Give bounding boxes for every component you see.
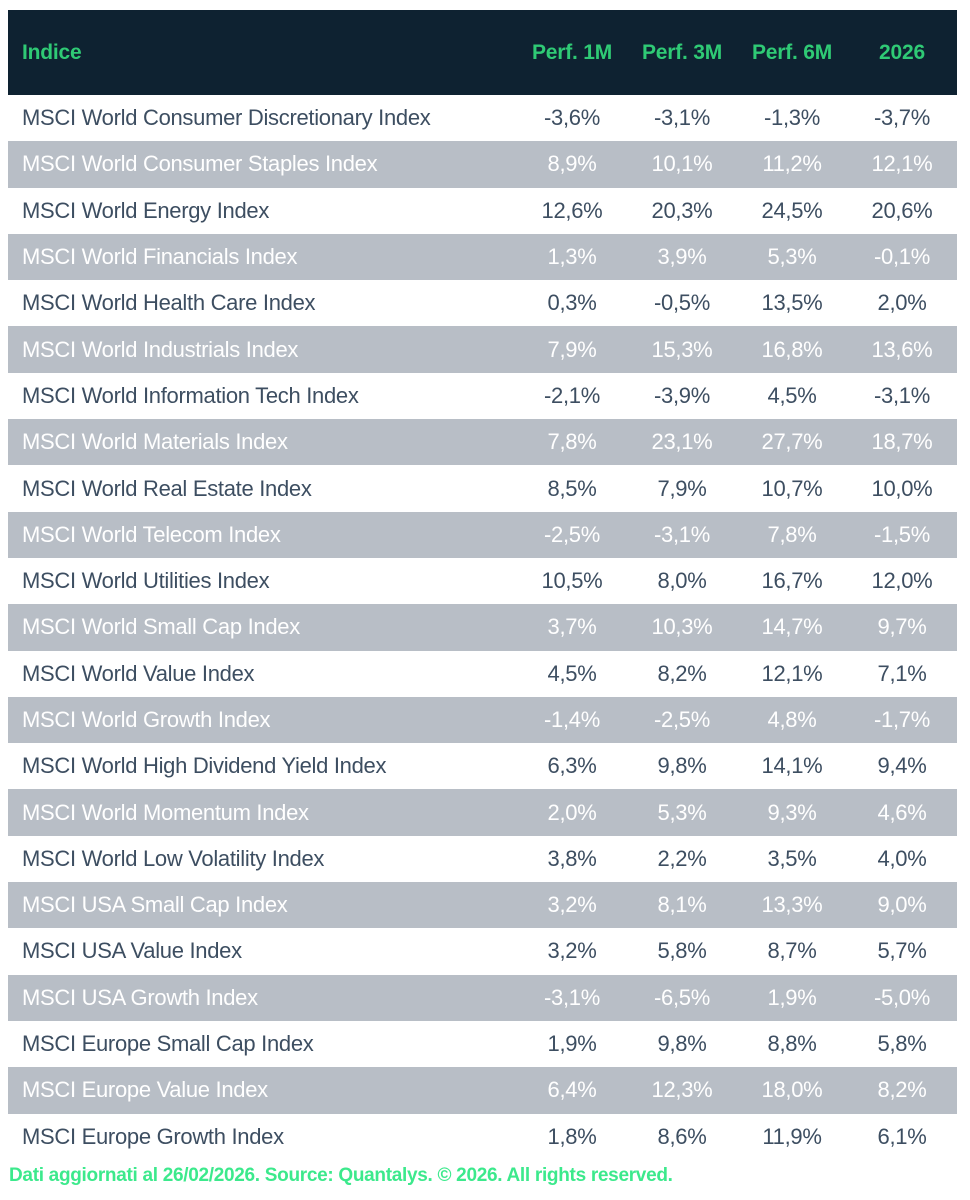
perf-value: 4,0%	[877, 845, 927, 871]
perf-value: 3,8%	[547, 845, 597, 871]
perf-value: 1,8%	[547, 1123, 597, 1149]
perf-value: 4,5%	[547, 660, 597, 686]
index-name: MSCI World Telecom Index	[22, 521, 281, 547]
perf-value: 0,3%	[547, 290, 597, 316]
index-name: MSCI World Consumer Discretionary Index	[22, 105, 431, 131]
perf-value: 9,4%	[877, 753, 927, 779]
perf-value: 4,5%	[767, 382, 817, 408]
perf-value: 12,1%	[871, 151, 933, 177]
perf-value: 10,7%	[761, 475, 823, 501]
perf-value: 8,9%	[547, 151, 597, 177]
index-name: MSCI World Consumer Staples Index	[22, 151, 378, 177]
table-row	[8, 1114, 957, 1160]
index-name: MSCI World Low Volatility Index	[22, 845, 325, 871]
table-body	[8, 95, 957, 1160]
table-row	[8, 326, 957, 372]
perf-value: 14,7%	[761, 614, 823, 640]
perf-value: -1,5%	[874, 521, 930, 547]
perf-value: 5,8%	[877, 1031, 927, 1057]
index-name: MSCI World Small Cap Index	[22, 614, 300, 640]
table-row	[8, 836, 957, 882]
perf-value: -3,1%	[654, 521, 710, 547]
column-header-perf-6m: Perf. 6M	[751, 40, 833, 64]
perf-value: 8,0%	[657, 568, 707, 594]
table-row	[8, 743, 957, 789]
perf-value: 2,0%	[547, 799, 597, 825]
perf-value: 8,8%	[767, 1031, 817, 1057]
perf-value: 20,3%	[651, 197, 713, 223]
perf-value: -3,7%	[874, 105, 930, 131]
index-name: MSCI USA Growth Index	[22, 984, 258, 1010]
table-header	[8, 10, 957, 95]
perf-value: 6,3%	[547, 753, 597, 779]
perf-value: 10,5%	[541, 568, 603, 594]
index-name: MSCI World Growth Index	[22, 707, 271, 732]
index-name: MSCI USA Small Cap Index	[22, 892, 288, 918]
column-header-indice: Indice	[22, 40, 82, 64]
perf-value: 1,9%	[547, 1031, 597, 1057]
perf-value: -3,1%	[654, 105, 710, 131]
perf-value: 7,9%	[547, 336, 597, 362]
perf-value: 8,2%	[657, 660, 707, 686]
perf-value: 9,8%	[657, 753, 707, 779]
table-row	[8, 373, 957, 419]
perf-value: 13,3%	[761, 892, 823, 918]
table-row	[8, 280, 957, 326]
perf-value: 18,7%	[871, 429, 933, 455]
perf-value: -1,4%	[544, 707, 600, 732]
perf-value: 4,8%	[767, 707, 817, 732]
perf-value: 20,6%	[871, 197, 933, 223]
perf-value: 5,8%	[657, 938, 707, 964]
perf-value: 9,7%	[877, 614, 927, 640]
perf-value: -3,6%	[544, 105, 600, 131]
perf-value: 10,0%	[871, 475, 933, 501]
perf-value: 9,3%	[767, 799, 817, 825]
perf-value: 3,5%	[767, 845, 817, 871]
index-name: MSCI World Real Estate Index	[22, 475, 312, 501]
table-row	[8, 882, 957, 928]
perf-value: -6,5%	[654, 984, 710, 1010]
table-row	[8, 651, 957, 697]
perf-value: -3,1%	[874, 382, 930, 408]
perf-value: -1,7%	[874, 707, 930, 732]
perf-value: 7,8%	[767, 521, 817, 547]
perf-value: 13,5%	[761, 290, 823, 316]
table-row	[8, 188, 957, 234]
table-row	[8, 604, 957, 650]
perf-value: 10,3%	[651, 614, 713, 640]
perf-value: 6,1%	[877, 1123, 927, 1149]
perf-value: 11,2%	[762, 151, 822, 177]
index-name: MSCI World High Dividend Yield Index	[22, 753, 387, 779]
perf-value: 13,6%	[871, 336, 933, 362]
perf-value: 8,5%	[547, 475, 597, 501]
perf-value: -5,0%	[874, 984, 930, 1010]
perf-value: -3,1%	[544, 984, 600, 1010]
perf-value: -0,1%	[874, 244, 930, 270]
footer-note: Dati aggiornati al 26/02/2026. Source: Quantalys. © 2026. All rights reserved.	[9, 1165, 673, 1186]
perf-value: 27,7%	[761, 429, 823, 455]
perf-value: 5,3%	[657, 799, 707, 825]
index-name: MSCI Europe Growth Index	[22, 1123, 284, 1149]
table-row	[8, 789, 957, 835]
perf-value: 8,2%	[877, 1077, 927, 1103]
perf-value: 12,0%	[871, 568, 933, 594]
table-row	[8, 1021, 957, 1067]
index-name: MSCI World Momentum Index	[22, 799, 309, 825]
table-row	[8, 1067, 957, 1113]
perf-value: -2,1%	[544, 382, 600, 408]
index-name: MSCI World Industrials Index	[22, 336, 299, 362]
index-name: MSCI World Value Index	[22, 660, 255, 686]
perf-value: -0,5%	[654, 290, 710, 316]
perf-value: 12,6%	[541, 197, 603, 223]
table-row	[8, 558, 957, 604]
table-row	[8, 141, 957, 187]
perf-value: 9,0%	[877, 892, 927, 918]
perf-value: 8,1%	[657, 892, 707, 918]
perf-value: 16,8%	[761, 336, 823, 362]
perf-value: 3,2%	[547, 938, 597, 964]
table-row	[8, 975, 957, 1021]
column-header-perf-1m: Perf. 1M	[531, 40, 613, 64]
index-name: MSCI Europe Value Index	[22, 1077, 268, 1103]
table-row	[8, 95, 957, 141]
perf-value: 5,3%	[767, 244, 817, 270]
perf-value: -2,5%	[654, 707, 710, 732]
perf-value: 1,9%	[767, 984, 817, 1010]
perf-value: 12,1%	[761, 660, 823, 686]
perf-value: 15,3%	[651, 336, 713, 362]
index-name: MSCI World Materials Index	[22, 429, 288, 455]
perf-value: 12,3%	[651, 1077, 713, 1103]
index-name: MSCI World Health Care Index	[22, 290, 316, 316]
perf-value: 3,2%	[547, 892, 597, 918]
perf-value: 5,7%	[877, 938, 927, 964]
perf-value: 3,9%	[657, 244, 707, 270]
index-name: MSCI World Financials Index	[22, 244, 298, 270]
perf-value: 24,5%	[761, 197, 823, 223]
perf-value: 8,6%	[657, 1123, 707, 1149]
table-row	[8, 234, 957, 280]
perf-value: 2,2%	[657, 845, 707, 871]
index-name: MSCI USA Value Index	[22, 938, 242, 964]
perf-value: 7,1%	[877, 660, 927, 686]
perf-value: -1,3%	[764, 105, 820, 131]
table-row	[8, 697, 957, 743]
table-row	[8, 512, 957, 558]
perf-value: 18,0%	[761, 1077, 823, 1103]
perf-value: 11,9%	[762, 1123, 822, 1149]
perf-value: 2,0%	[877, 290, 927, 316]
column-header-2026: 2026	[879, 40, 925, 64]
perf-value: 9,8%	[657, 1031, 707, 1057]
perf-value: 3,7%	[547, 614, 597, 640]
table-row	[8, 465, 957, 511]
perf-value: 7,9%	[657, 475, 707, 501]
perf-value: 14,1%	[761, 753, 823, 779]
perf-value: 4,6%	[877, 799, 927, 825]
index-name: MSCI World Information Tech Index	[22, 382, 359, 408]
perf-value: 7,8%	[547, 429, 597, 455]
perf-value: 16,7%	[761, 568, 823, 594]
perf-value: 8,7%	[767, 938, 817, 964]
table-row	[8, 928, 957, 974]
perf-value: -3,9%	[654, 382, 710, 408]
index-name: MSCI World Utilities Index	[22, 568, 270, 594]
perf-value: -2,5%	[544, 521, 600, 547]
perf-value: 23,1%	[651, 429, 713, 455]
index-name: MSCI Europe Small Cap Index	[22, 1031, 314, 1057]
table-row	[8, 419, 957, 465]
performance-table	[8, 10, 957, 1160]
perf-value: 1,3%	[547, 244, 597, 270]
column-header-perf-3m: Perf. 3M	[641, 40, 723, 64]
perf-value: 10,1%	[651, 151, 713, 177]
index-name: MSCI World Energy Index	[22, 197, 270, 223]
perf-value: 6,4%	[547, 1077, 597, 1103]
